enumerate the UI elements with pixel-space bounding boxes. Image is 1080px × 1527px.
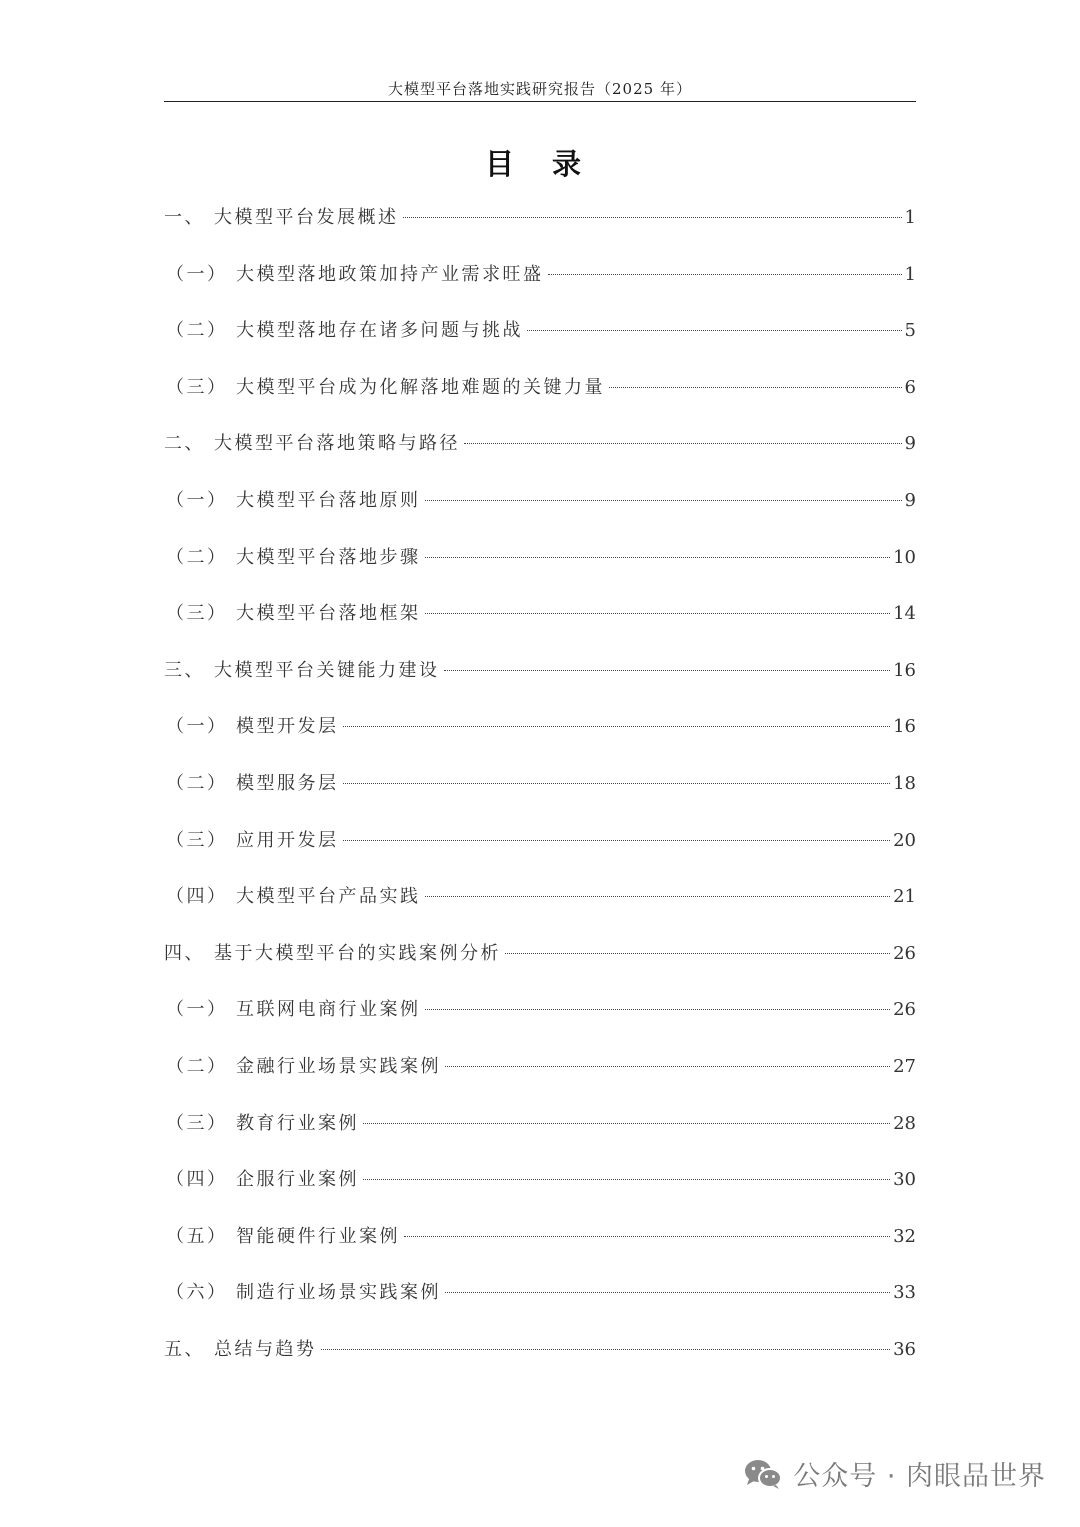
header-rule: [164, 101, 916, 102]
toc-entry-label: 总结与趋势: [214, 1338, 317, 1360]
toc-entry-page: 16: [893, 659, 916, 681]
toc-entry-label: 互联网电商行业案例: [236, 999, 421, 1021]
toc-entry[interactable]: [164, 592, 916, 649]
toc-entry-label: 大模型平台落地框架: [236, 603, 421, 625]
toc-entry-label: 金融行业场景实践案例: [236, 1055, 441, 1077]
toc-entry[interactable]: [164, 479, 916, 536]
toc-entry-number: 三、: [164, 659, 205, 681]
toc-entry-page: 30: [893, 1169, 916, 1191]
toc-dot-leader: [343, 840, 891, 841]
toc-entry-page: 1: [904, 263, 916, 285]
toc-dot-leader: [445, 1066, 890, 1067]
toc-entry-number: （一）: [166, 999, 228, 1021]
toc-entry-number: 二、: [164, 433, 205, 455]
toc-entry-number: 四、: [164, 942, 205, 964]
toc-entry-page: 27: [893, 1055, 916, 1077]
toc-entry-page: 14: [893, 603, 916, 625]
toc-entry-label: 模型开发层: [236, 716, 339, 738]
toc-entry-number: （四）: [166, 1169, 228, 1191]
toc-entry[interactable]: [164, 705, 916, 762]
toc-entry-label: 大模型落地存在诸多问题与挑战: [236, 320, 523, 342]
toc-entry[interactable]: [164, 988, 916, 1045]
toc-entry-page: 1: [904, 207, 916, 228]
toc-dot-leader: [548, 274, 902, 275]
toc-entry[interactable]: [164, 1215, 916, 1272]
toc-entry[interactable]: [164, 649, 916, 706]
toc-dot-leader: [343, 783, 891, 784]
toc-entry-page: 28: [893, 1112, 916, 1134]
toc-dot-leader: [343, 726, 891, 727]
toc-entry-number: （五）: [166, 1225, 228, 1247]
toc-entry[interactable]: [164, 1102, 916, 1159]
toc-dot-leader: [425, 613, 891, 614]
toc-dot-leader: [444, 670, 891, 671]
toc-entry[interactable]: [164, 1271, 916, 1328]
toc-dot-leader: [609, 387, 902, 388]
running-header: 大模型平台落地实践研究报告（2025 年）: [388, 80, 692, 98]
toc-entry-page: 32: [893, 1225, 916, 1247]
toc-entry-number: （三）: [166, 1112, 228, 1134]
toc-entry[interactable]: [164, 762, 916, 819]
toc-entry-label: 大模型平台产品实践: [236, 886, 421, 908]
toc-entry-label: 大模型平台落地原则: [236, 489, 421, 511]
watermark-text: 公众号 · 肉眼品世界: [793, 1461, 1046, 1492]
toc-entry[interactable]: [164, 1158, 916, 1215]
table-of-contents: [164, 196, 916, 1384]
toc-entry[interactable]: [164, 253, 916, 310]
toc-entry-label: 企服行业案例: [236, 1169, 359, 1191]
toc-entry[interactable]: [164, 366, 916, 423]
toc-dot-leader: [505, 953, 890, 954]
toc-entry-number: （一）: [166, 716, 228, 738]
toc-entry-number: 五、: [164, 1338, 205, 1360]
toc-entry-number: （二）: [166, 1055, 228, 1077]
toc-entry-number: （四）: [166, 886, 228, 908]
toc-entry[interactable]: [164, 422, 916, 479]
toc-entry-label: 基于大模型平台的实践案例分析: [214, 942, 501, 964]
toc-entry-number: （三）: [166, 376, 228, 398]
toc-dot-leader: [425, 896, 891, 897]
toc-entry-page: 9: [904, 433, 916, 455]
toc-entry-label: 大模型平台关键能力建设: [214, 659, 440, 681]
toc-dot-leader: [464, 443, 902, 444]
toc-entry[interactable]: [164, 1328, 916, 1385]
toc-dot-leader: [445, 1292, 890, 1293]
toc-entry-page: 26: [893, 999, 916, 1021]
toc-dot-leader: [404, 1236, 890, 1237]
toc-entry-page: 36: [893, 1338, 916, 1360]
toc-entry-label: 大模型平台落地策略与路径: [214, 433, 460, 455]
toc-dot-leader: [425, 500, 902, 501]
toc-entry[interactable]: [164, 875, 916, 932]
toc-entry-label: 应用开发层: [236, 829, 339, 851]
toc-entry[interactable]: [164, 1045, 916, 1102]
toc-title: 目 录: [484, 147, 596, 181]
toc-entry-label: 智能硬件行业案例: [236, 1225, 400, 1247]
toc-entry-label: 制造行业场景实践案例: [236, 1282, 441, 1304]
toc-entry-label: 大模型平台发展概述: [214, 207, 399, 228]
toc-entry-label: 大模型落地政策加持产业需求旺盛: [236, 263, 544, 285]
toc-entry-number: （二）: [166, 546, 228, 568]
toc-entry-page: 5: [904, 320, 916, 342]
toc-entry-label: 大模型平台落地步骤: [236, 546, 421, 568]
toc-entry-number: （六）: [166, 1282, 228, 1304]
toc-entry-number: （三）: [166, 603, 228, 625]
toc-dot-leader: [363, 1179, 890, 1180]
toc-entry-page: 18: [893, 772, 916, 794]
toc-dot-leader: [321, 1349, 891, 1350]
toc-dot-leader: [527, 330, 902, 331]
toc-entry-page: 26: [893, 942, 916, 964]
toc-entry-page: 16: [893, 716, 916, 738]
toc-entry-number: 一、: [164, 207, 205, 228]
wechat-icon: [743, 1457, 783, 1491]
toc-entry[interactable]: [164, 819, 916, 876]
toc-entry-number: （三）: [166, 829, 228, 851]
toc-dot-leader: [425, 557, 891, 558]
toc-dot-leader: [363, 1123, 890, 1124]
toc-entry[interactable]: [164, 309, 916, 366]
toc-entry[interactable]: [164, 536, 916, 593]
toc-dot-leader: [403, 217, 902, 218]
toc-entry-page: 9: [904, 489, 916, 511]
toc-entry-number: （一）: [166, 263, 228, 285]
toc-entry[interactable]: [164, 932, 916, 989]
toc-entry-label: 大模型平台成为化解落地难题的关键力量: [236, 376, 605, 398]
toc-entry[interactable]: [164, 196, 916, 253]
toc-entry-page: 10: [893, 546, 916, 568]
toc-entry-number: （一）: [166, 489, 228, 511]
watermark: [743, 1454, 1046, 1493]
toc-entry-label: 模型服务层: [236, 772, 339, 794]
toc-entry-label: 教育行业案例: [236, 1112, 359, 1134]
toc-entry-number: （二）: [166, 772, 228, 794]
toc-entry-page: 6: [904, 376, 916, 398]
toc-entry-number: （二）: [166, 320, 228, 342]
toc-entry-page: 21: [893, 886, 916, 908]
toc-dot-leader: [425, 1009, 891, 1010]
toc-entry-page: 33: [893, 1282, 916, 1304]
toc-entry-page: 20: [893, 829, 916, 851]
